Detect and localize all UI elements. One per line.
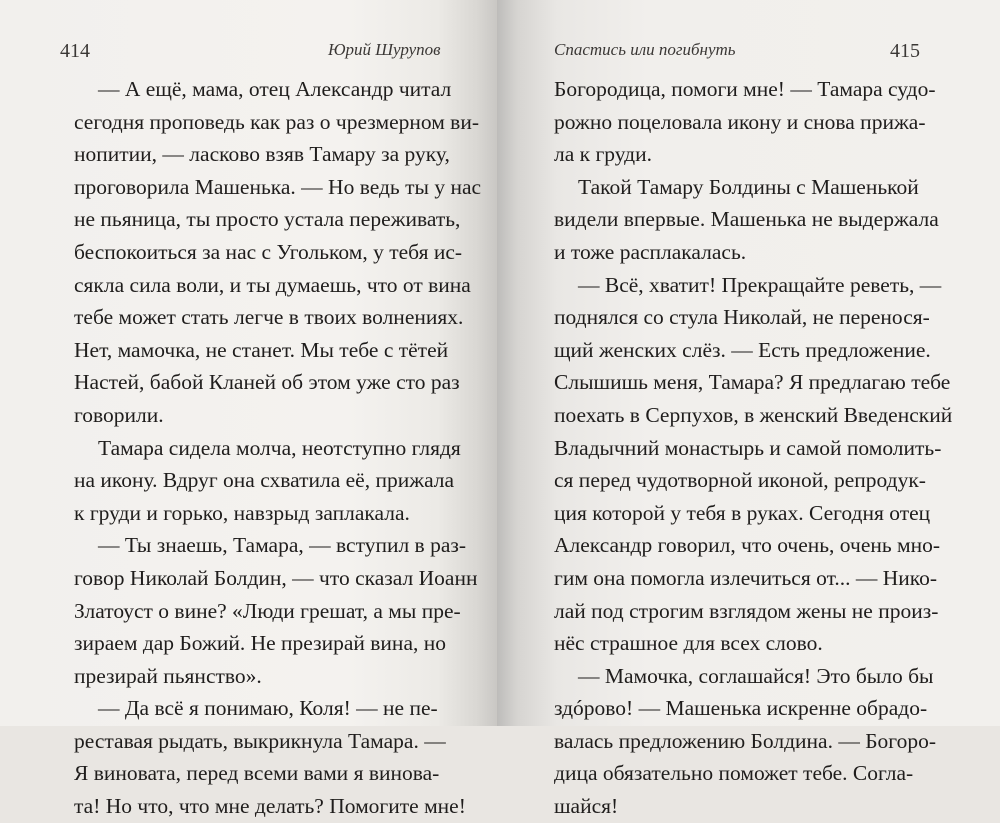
text-line: ция которой у тебя в руках. Сегодня отец (554, 500, 931, 525)
text-line: беспокоиться за нас с Угольком, у тебя ис- (74, 239, 463, 264)
text-line: Нет, мамочка, не станет. Мы тебе с тётей (74, 337, 449, 362)
text-line: тебе может стать легче в твоих волнениях. (74, 305, 464, 330)
text-line: проговорила Машенька. — Но ведь ты у нас (74, 174, 482, 199)
text-line: поехать в Серпухов, в женский Введенский (554, 402, 953, 427)
left-page-text (74, 73, 481, 823)
text-line: Я виновата, перед всеми вами я винова- (74, 761, 440, 786)
text-line: Владычний монастырь и самой помолить- (554, 435, 942, 460)
right-page-text (554, 73, 952, 823)
text-line: Александр говорил, что очень, очень мно- (554, 533, 941, 558)
text-line: поднялся со стула Николай, не перенося- (554, 305, 930, 330)
text-line: Тамара сидела молча, неотступно глядя (98, 435, 461, 460)
text-line: видели впервые. Машенька не выдержала (554, 207, 939, 232)
running-head-title: Спастись или погибнуть (554, 40, 736, 59)
text-line: — Мамочка, соглашайся! Это было бы (578, 663, 934, 688)
text-line: презирай пьянство». (74, 663, 262, 688)
text-line: говорили. (74, 402, 164, 427)
text-line: лай под строгим взглядом жены не произ- (554, 598, 939, 623)
text-line: Настей, бабой Кланей об этом уже сто раз (74, 370, 460, 395)
text-line: нопитии, — ласково взяв Тамару за руку, (74, 142, 450, 167)
running-head-author: Юрий Шурупов (328, 40, 441, 59)
text-line: и тоже расплакалась. (554, 239, 747, 264)
text-line: нёс страшное для всех слово. (554, 631, 823, 656)
text-line: та! Но что, что мне делать? Помогите мне! (74, 794, 466, 819)
page-number-left: 414 (60, 40, 90, 62)
text-line: сякла сила воли, и ты думаешь, что от вина (74, 272, 471, 297)
text-line: сегодня проповедь как раз о чрезмерном ви- (74, 109, 480, 134)
text-line: на икону. Вдруг она схватила её, прижала (74, 468, 455, 493)
text-line: — Да всё я понимаю, Коля! — не пе- (98, 696, 438, 721)
text-line: зираем дар Божий. Не презирай вина, но (74, 631, 446, 656)
left-page (0, 0, 497, 819)
text-line: ся перед чудотворной иконой, репродук- (554, 468, 926, 493)
text-line: говор Николай Болдин, — что сказал Иоанн (74, 565, 478, 590)
text-line: шайся! (554, 794, 619, 819)
text-line: ла к груди. (554, 142, 652, 167)
text-line: реставая рыдать, выкрикнула Тамара. — (74, 728, 446, 753)
text-line: валась предложению Болдина. — Богоро- (554, 728, 937, 753)
text-line: не пьяница, ты просто устала переживать, (74, 207, 461, 232)
text-line: Слышишь меня, Тамара? Я предлагаю тебе (554, 370, 951, 395)
text-line: — Всё, хватит! Прекращайте реветь, — (578, 272, 942, 297)
text-line: Богородица, помоги мне! — Тамара судо- (554, 77, 936, 101)
text-line: рожно поцеловала икону и снова прижа- (554, 109, 926, 134)
text-line: — Ты знаешь, Тамара, — вступил в раз- (98, 533, 467, 558)
text-line: здóрово! — Машенька искренне обрадо- (554, 696, 928, 721)
text-line: Златоуст о вине? «Люди грешат, а мы пре- (74, 598, 461, 623)
page-number-right: 415 (890, 40, 920, 62)
text-line: Такой Тамару Болдины с Машенькой (578, 174, 919, 199)
text-line: — А ещё, мама, отец Александр читал (98, 77, 452, 101)
text-line: дица обязательно поможет тебе. Согла- (554, 761, 914, 786)
text-line: гим она помогла излечиться от... — Нико- (554, 565, 938, 590)
text-line: к груди и горько, навзрыд заплакала. (74, 500, 410, 525)
right-page (497, 0, 1000, 819)
text-line: щий женских слёз. — Есть предложение. (554, 337, 931, 362)
